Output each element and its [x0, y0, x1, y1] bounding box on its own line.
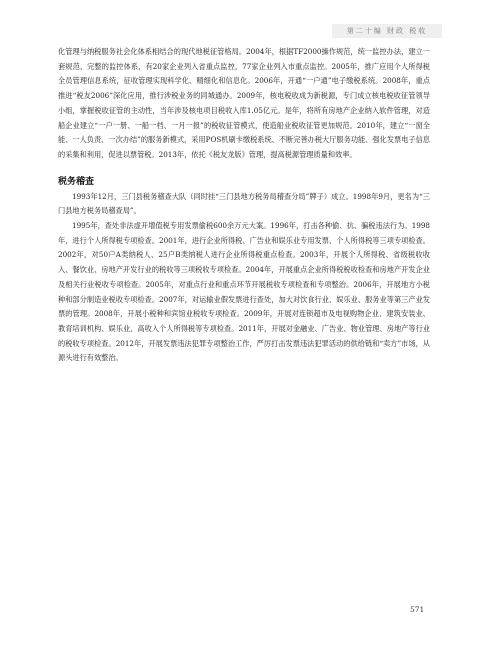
- page-content: [58, 45, 430, 366]
- paragraph-top: 化管理与纳税服务社会化体系相结合的现代地税征管格局。2004年，根据TF2000操作规范，统一监控办法，建立一套规范、完整的监控体系，有20家企业列入省重点监控，77家企业列入市重点监控。2005年，推广应用个人所得税全员管理信息系统，征收管理实现科学化、精细化和信息化。2006年，开通“一户通”电子缴税系统。2008年，重点推进“税友2006”深化应用，推行涉税业务的同城通办。2009年，核电税收成为新税源，专门成立核电税收征管领导小组，掌握税收征管的主动性，当年涉及核电项目税收入库1.05亿元。是年，将所有房地产企业纳入软件管理，对造船企业建立“一户一册、一船一档、一月一报”的税收征管模式，使造船业税收征管更加规范。2010年，建立“一窗全能、一人负责、一次办结”的服务新模式，采用POS机刷卡缴税系统、不断完善办税大厅服务功能、强化发票电子信息的采集和利用，促进以票管税。2013年，依托《税友龙版》管理，提高税源管理质量和效率。: [58, 47, 430, 159]
- paragraph-section-2: 1995年，查处非法虚开增值税专用发票偷税600余万元大案。1996年，打击各种偷、抗、骗税违法行为。1998年，进行个人所得税专项检查。2001年，进行企业所得税、广告业和娱乐业专用发票、个人所得税等三项专项检查。2002年，对50户A类纳税人、25户B类纳税人进行企业所得税重点检查。2003年，开展个人所得税、省级税收收入、餐饮业、房地产开发行业的税收等三项税收专项检查。2004年，开展重点企业所得税税收检查和房地产开发企业及相关行业税收专项检查。2005年，对重点行业和重点环节开展税收专项检查和专项整治。2006年，开展地方小税种和部分制造业税收专项检查。2007年，对运输业假发票进行查处，加大对饮食行业、娱乐业、服务业等第三产业发票的管理。2008年，开展小税种和宾馆业税收专项检查。2009年，开展对连锁超市及电视购物企业、建筑安装业、教育培训机构、娱乐业、高收入个人所得税等专项检查。2011年，开展对金融业、广告业、物业管理、房地产等行业的税收专项检查。2012年，开展发票违法犯罪专项整治工作，严厉打击发票违法犯罪活动的供给链和“卖方”市场，从源头进行有效整治。: [58, 221, 430, 363]
- page-number: 571: [410, 605, 425, 614]
- running-header: 第二十编 财政 税收: [332, 24, 442, 38]
- section-title: 税务稽查: [58, 176, 95, 187]
- paragraph-section-1: 1993年12月，三门县税务稽查大队（同时挂“三门县地方税务局稽查分局”牌子）成立。1998年9月，更名为“三门县地方税务局稽查局”。: [58, 191, 430, 216]
